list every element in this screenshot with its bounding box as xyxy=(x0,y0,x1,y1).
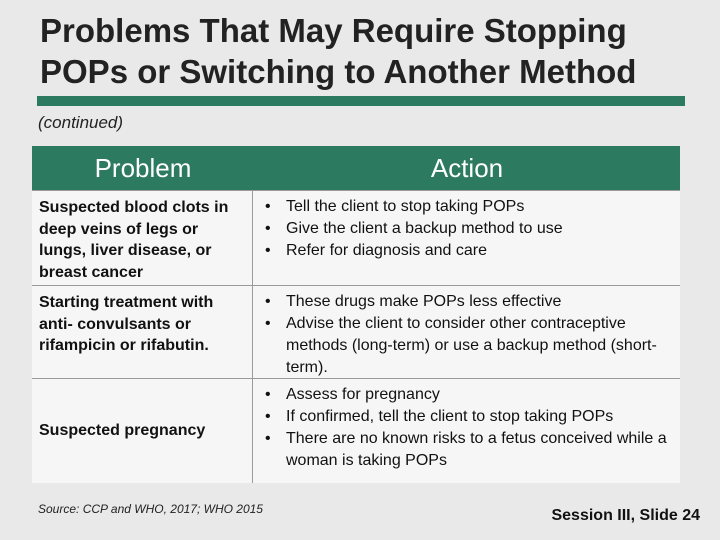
action-item: • These drugs make POPs less effective xyxy=(265,291,674,313)
action-item: • Refer for diagnosis and care xyxy=(265,240,674,262)
action-item: • If confirmed, tell the client to stop taking POPs xyxy=(265,406,674,428)
slide-number: Session III, Slide 24 xyxy=(551,507,700,524)
action-list xyxy=(265,291,674,379)
action-item: • Give the client a backup method to use xyxy=(265,218,674,240)
problem-cell xyxy=(32,379,253,483)
problem-action-table xyxy=(32,146,680,483)
problem-cell xyxy=(32,286,253,378)
slide-title: Problems That May Require Stopping POPs or Switching to Another Method xyxy=(40,12,637,90)
table-row xyxy=(32,285,680,378)
action-cell xyxy=(253,379,680,483)
action-item: • Assess for pregnancy xyxy=(265,384,674,406)
source-citation: Source: CCP and WHO, 2017; WHO 2015 xyxy=(38,502,263,516)
action-item: • Tell the client to stop taking POPs xyxy=(265,196,674,218)
problem-text: Suspected blood clots in deep veins of legs or lungs, liver disease, or breast cancer xyxy=(39,199,229,281)
table-row xyxy=(32,378,680,483)
slide-subtitle: (continued) xyxy=(38,113,124,132)
action-list xyxy=(265,384,674,472)
table-header xyxy=(32,146,680,190)
table-row xyxy=(32,190,680,285)
problem-text: Suspected pregnancy xyxy=(39,422,206,440)
header-action: Action xyxy=(430,153,504,183)
action-list xyxy=(265,196,674,262)
action-item: • There are no known risks to a fetus conceived while a woman is taking POPs xyxy=(265,428,674,472)
problem-text: Starting treatment with anti- convulsants or rifampicin or rifabutin. xyxy=(39,294,214,354)
action-cell xyxy=(253,191,680,285)
header-problem: Problem xyxy=(94,153,192,183)
action-cell xyxy=(253,286,680,378)
problem-cell xyxy=(32,191,253,285)
title-divider xyxy=(37,96,685,106)
action-item: • Advise the client to consider other contraceptive methods (long-term) or use a backup method (short-term). xyxy=(265,313,674,379)
